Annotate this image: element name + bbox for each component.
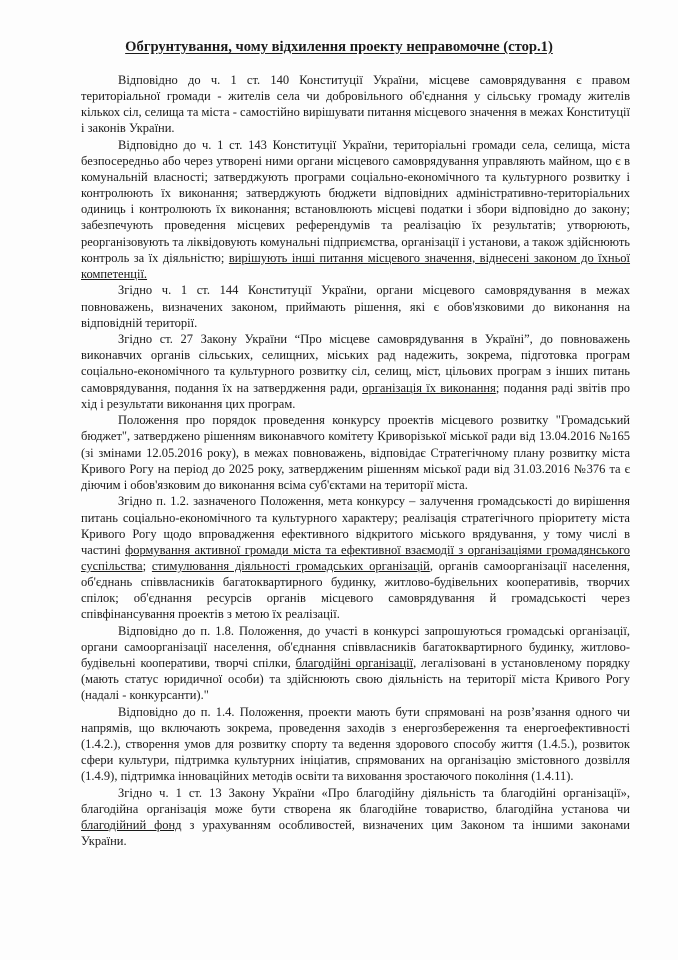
paragraph [81,137,630,282]
paragraph-text: ; [142,558,152,573]
underlined-text: формування активної громади міста та ефективної взаємодії з організаціями громадянського суспільства [81,542,630,573]
paragraph-text: Відповідно до ч. 1 ст. 143 Конституції України, територіальні громади села, селища, міста безпосередньо або через утворені ними органи місцевого самоврядування управляють майном, що є в комунальній власності; затверджують програми соціально-економічного та культурного розвитку і контролюють їх виконання; затверджують бюджети відповідних адміністративно-територіальних одиниць і контролюють їх виконання; встановлюють місцеві податки і збори відповідно до закону; забезпечують проведення місцевих референдумів та реалізацію їх результатів; утворюють, реорганізовують та ліквідовують комунальні підприємства, організації і установи, а також здійснюють контроль за їх діяльністю; [81,137,630,265]
paragraph-text: з урахуванням особливостей, визначених цим Законом та іншими законами України. [81,818,630,849]
paragraph-text: , легалізовані в установленому порядку (мають статус юридичної особи) та здійснюють свою діяльність на території міста Кривого Рогу (надалі - конкурсанти)." [81,655,630,703]
paragraph-text: Відповідно до п. 1.8. Положення, до участі в конкурсі запрошуються громадські організації, органи самоорганізації населення, об'єднання співвласників багатоквартирного будинку, житлово-будівельні кооперативи, творчі спілки, [81,623,630,670]
paragraph [81,331,630,411]
paragraph-text: Відповідно до ч. 1 ст. 140 Конституції України, місцеве самоврядування є правом територіальної громади - жителів села чи добровільного об'єднання у сільську громаду жителів кількох сіл, селища та міста - самостійно вирішувати питання місцевого значення в межах Конституції і законів України. [81,73,630,136]
paragraph-text: Положення про порядок проведення конкурсу проектів місцевого розвитку "Громадський бюджет", затверджено рішенням виконавчого комітету Криворізької міської ради від 13.04.2016 №165 (зі змінами 12.05.2016 року), в межах повноважень, відповідає Стратегічному плану розвитку міста Кривого Рогу на період до 2025 року, затвердженим рішенням міської ради від 31.03.2016 №376 та є діючим і обов'язковим до виконання всіма суб'єктами на території міста. [81,413,630,492]
underlined-text: вирішують інші питання місцевого значення, віднесені законом до їхньої компетенції. [81,250,631,281]
paragraph [81,623,630,703]
paragraph-text: Згідно п. 1.2. зазначеного Положення, мета конкурсу – залучення громадськості до вирішення питань соціально-економічного та культурного характеру; реалізація стратегічного пріоритету міста Кривого Рогу щодо впровадження ефективного відкритого міського врядування, у тому числі в частині [81,494,630,557]
paragraph [81,412,630,492]
underlined-text: благодійні організації [295,655,414,670]
paragraph-text: , органів самоорганізації населення, об'єднань співвласників багатоквартирного будинку, житлово-будівельних кооперативів, творчих спілок; об'єднання ресурсів органів місцевого самоврядування й громадськості через співфінансування проектів з метою їх реалізації. [81,558,630,622]
paragraph-text: Згідно ст. 27 Закону України “Про місцеве самоврядування в Україні”, до повноважень виконавчих органів сільських, селищних, міських рад надежить, зокрема, підготовка програм соціально-економічного та культурного розвитку сіл, селищ, міст, цільових програм з інших питань самоврядування, подання їх на затвердження ради, [81,332,630,395]
document-body [81,72,630,850]
paragraph-text: Згідно ч. 1 ст. 144 Конституції України, органи місцевого самоврядування в межах повноважень, визначених законом, приймають рішення, які є обов'язковими до виконання на відповідній території. [81,283,630,330]
paragraph-text: Згідно ч. 1 ст. 13 Закону України «Про благодійну діяльність та благодійні організації», благодійна організація може бути створена як благодійне товариство, благодійна установа чи [81,785,630,816]
underlined-text: організація їх виконання [362,380,496,395]
paragraph [81,72,630,136]
underlined-text: благодійний фонд [81,818,182,833]
paragraph [81,493,630,622]
paragraph-text: ; подання раді звітів про хід і результати виконання цих програм. [81,380,630,411]
paragraph [81,282,630,330]
paragraph [81,704,630,784]
paragraph [81,785,630,849]
paragraph-text: Відповідно до п. 1.4. Положення, проекти мають бути спрямовані на розв’язання одного чи напрямів, що включають зокрема, проведення заходів з енергозбереження та енергоефективності (1.4.2.), створення умов для розвитку спорту та ведення здорового способу життя (1.4.5.), розвиток сфери культури, підтримка культурних ініціатив, спрямованих на організацію змістовного дозвілля (1.4.9), підтримка інноваційних методів освіти та виховання зростаючого покоління (1.4.11). [81,704,630,784]
page-title: Обгрунтування, чому відхилення проекту неправомочне (стор.1) [125,39,553,55]
underlined-text: стимулювання діяльності громадських організацій [151,558,430,573]
